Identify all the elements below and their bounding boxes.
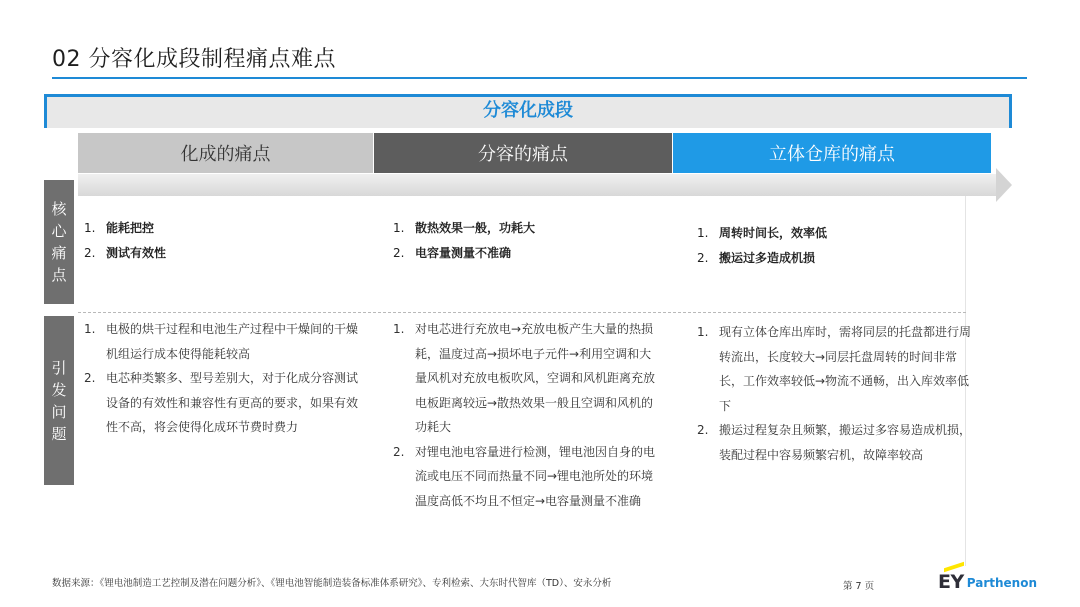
list-item: 1. 对电芯进行充放电→充放电板产生大量的热损耗，温度过高→损坏电子元件→利用空调和大量风机对充放电板吹风，空调和风机距离充放电板距离较远→散热效果一般且空调和风机的功耗大 (393, 317, 663, 440)
logo-parthenon-text: Parthenon (966, 576, 1037, 590)
row-label-char: 心 (51, 222, 67, 240)
list-item: 1. 电极的烘干过程和电池生产过程中干燥间的干燥机组运行成本使得能耗较高 (84, 317, 369, 366)
list-item: 2. 搬运过多造成机损 (697, 246, 977, 271)
list-item: 2. 电芯种类繁多、型号差别大，对于化成分容测试设备的有效性和兼容性有更高的要求，如果有效性不高，将会使得化成环节费时费力 (84, 366, 369, 440)
list-number: 1. (393, 221, 405, 235)
list-number: 1. (84, 221, 96, 235)
pain-points-warehouse (697, 221, 977, 271)
list-item: 1. 现有立体仓库出库时，需将同层的托盘都进行周转流出，长度较大→同层托盘周转的时间非常长，工作效率较低→物流不通畅，出入库效率低下 (697, 320, 979, 418)
row-label-char: 点 (51, 266, 67, 284)
row-label-char: 痛 (51, 244, 67, 262)
pain-points-formation (84, 216, 369, 266)
list-number: 1. (697, 226, 709, 240)
row-label-causes (44, 316, 74, 485)
column-header-grading: 分容的痛点 (374, 133, 672, 173)
list-item: 2. 对锂电池电容量进行检测，锂电池因自身的电流或电压不同而热量不同→锂电池所处的环境温度高低不均且不恒定→电容量测量不准确 (393, 440, 663, 514)
list-item: 1. 周转时间长，效率低 (697, 221, 977, 246)
causes-formation (84, 317, 369, 440)
logo-ey-text: EY (938, 572, 964, 592)
column-header-formation: 化成的痛点 (78, 133, 373, 173)
list-number: 1. (697, 325, 709, 339)
list-item: 2. 测试有效性 (84, 241, 369, 266)
ey-parthenon-logo (938, 566, 1037, 592)
list-number: 1. (393, 322, 405, 336)
list-number: 1. (84, 322, 96, 336)
row-label-char: 核 (51, 200, 67, 218)
list-item: 1. 能耗把控 (84, 216, 369, 241)
pain-points-grading (393, 216, 663, 266)
page-number: 第 7 页 (843, 581, 875, 592)
row-divider (78, 312, 966, 313)
list-number: 2. (84, 371, 96, 385)
arrow-right-icon (996, 168, 1012, 202)
causes-grading (393, 317, 663, 513)
section-banner-label: 分容化成段 (483, 100, 573, 121)
causes-warehouse (697, 320, 979, 467)
row-label-char: 引 (51, 358, 67, 377)
list-number: 2. (393, 444, 405, 459)
data-source-note: 数据来源：《锂电池制造工艺控制及潜在问题分析》、《锂电池智能制造装备标准体系研究》、专利检索、大东时代智库（TD）、安永分析 (52, 578, 612, 589)
title-divider (52, 77, 1027, 79)
list-number: 2. (697, 423, 709, 437)
row-label-char: 发 (51, 380, 67, 399)
list-number: 2. (697, 251, 709, 265)
process-arrow-band (78, 174, 996, 196)
list-item: 2. 搬运过程复杂且频繁，搬运过多容易造成机损，装配过程中容易频繁宕机，故障率较高 (697, 418, 979, 467)
list-item: 1. 散热效果一般，功耗大 (393, 216, 663, 241)
list-item: 2. 电容量测量不准确 (393, 241, 663, 266)
list-number: 2. (84, 246, 96, 260)
row-label-pain-points (44, 180, 74, 304)
row-label-char: 题 (51, 424, 67, 443)
column-header-warehouse: 立体仓库的痛点 (673, 133, 991, 173)
page-title: 02 分容化成段制程痛点难点 (52, 47, 336, 72)
row-label-char: 问 (51, 402, 67, 421)
list-number: 2. (393, 246, 405, 260)
